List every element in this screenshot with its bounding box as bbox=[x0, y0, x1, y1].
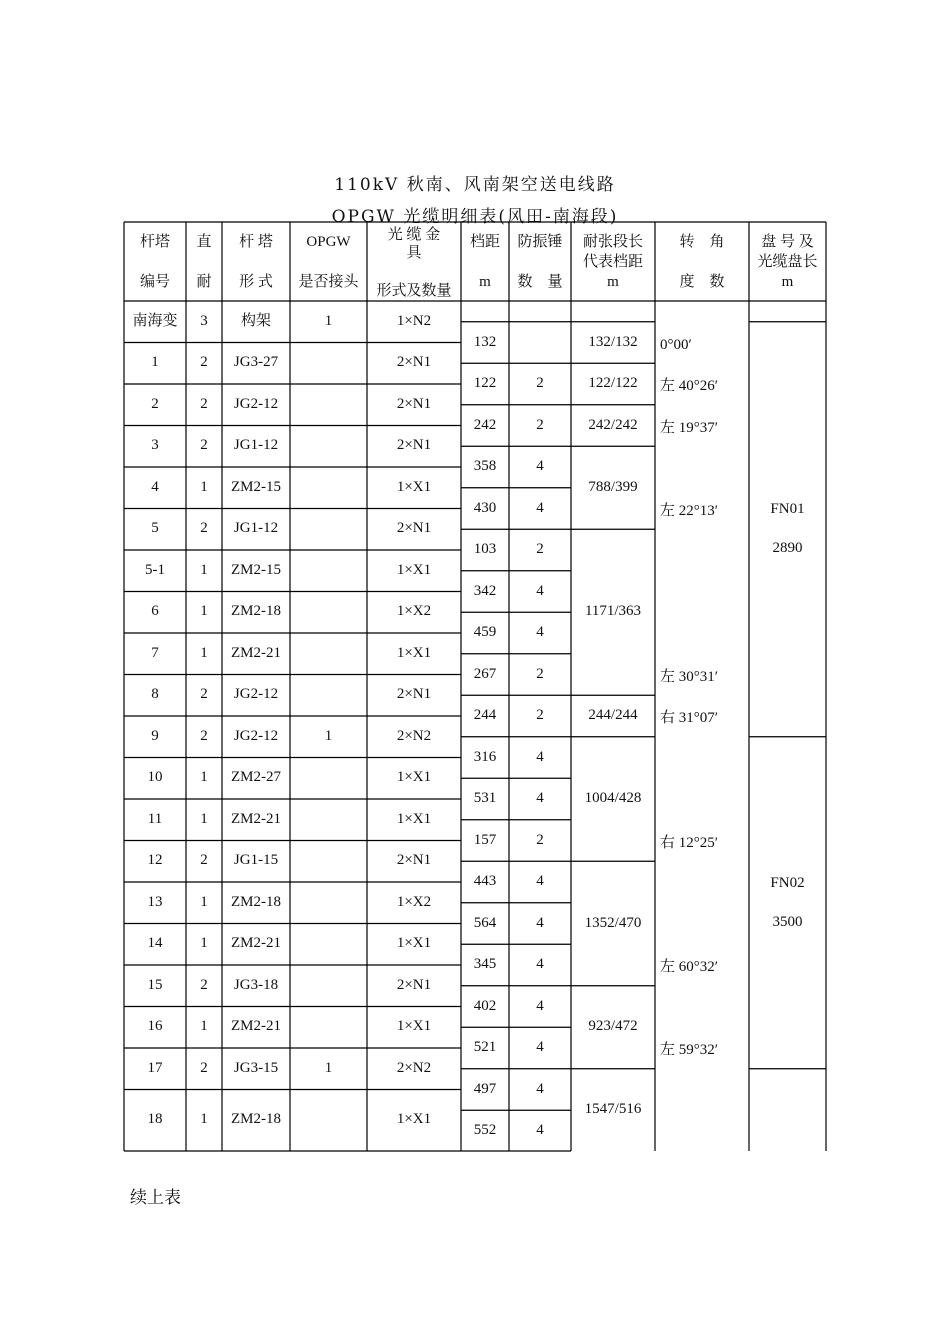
header-fittings: 具 bbox=[406, 245, 422, 261]
reel-length: 3500 bbox=[772, 913, 803, 930]
header-fittings: 形式及数量 bbox=[376, 283, 452, 299]
damper-count: 2 bbox=[536, 831, 544, 848]
cable-fittings: 1×X1 bbox=[396, 935, 432, 952]
tower-form: JG2-12 bbox=[233, 395, 279, 412]
tower-type: 2 bbox=[200, 437, 208, 454]
span-length: 103 bbox=[473, 541, 497, 557]
tower-type: 1 bbox=[200, 893, 208, 910]
tower-form: ZM2-18 bbox=[231, 603, 281, 620]
damper-count: 4 bbox=[536, 790, 544, 806]
turn-angle: 左 22°13′ bbox=[660, 502, 719, 519]
span-length: 531 bbox=[473, 790, 497, 806]
span-length: 342 bbox=[473, 582, 497, 599]
span-length: 316 bbox=[473, 748, 497, 765]
tower-type: 2 bbox=[200, 686, 208, 703]
tower-no: 南海变 bbox=[132, 312, 178, 329]
cable-fittings: 2×N1 bbox=[396, 395, 432, 412]
tower-no: 1 bbox=[151, 354, 159, 371]
cable-fittings: 1×X1 bbox=[396, 810, 432, 827]
header-tower-form: 杆 塔 bbox=[239, 234, 273, 250]
span-length: 521 bbox=[473, 1039, 497, 1055]
tower-form: ZM2-18 bbox=[231, 893, 281, 910]
tower-type: 2 bbox=[200, 395, 208, 412]
cable-fittings: 2×N1 bbox=[396, 520, 432, 537]
tension-section: 788/399 bbox=[588, 478, 638, 495]
tower-form: ZM2-15 bbox=[231, 478, 281, 495]
tower-form: JG2-12 bbox=[233, 727, 279, 744]
cable-fittings: 2×N1 bbox=[396, 437, 432, 454]
damper-count: 4 bbox=[536, 873, 544, 889]
tower-no: 5-1 bbox=[145, 561, 165, 578]
tower-form: ZM2-21 bbox=[231, 1018, 281, 1035]
damper-count: 2 bbox=[536, 707, 544, 723]
tower-type: 2 bbox=[200, 852, 208, 869]
header-angle: 度 数 bbox=[679, 274, 725, 290]
tower-no: 17 bbox=[147, 1059, 163, 1076]
span-length: 459 bbox=[473, 624, 497, 640]
span-length: 242 bbox=[473, 416, 497, 433]
tower-type: 1 bbox=[200, 1018, 208, 1035]
tower-form: ZM2-27 bbox=[231, 769, 281, 786]
span-length: 345 bbox=[473, 956, 497, 972]
damper-count: 4 bbox=[536, 624, 544, 640]
tower-form: JG3-18 bbox=[233, 976, 279, 993]
damper-count: 4 bbox=[536, 458, 544, 474]
header-opgw: OPGW bbox=[306, 234, 351, 250]
tower-type: 1 bbox=[200, 603, 208, 620]
header-type: 直 bbox=[196, 234, 212, 250]
tower-no: 3 bbox=[151, 437, 159, 454]
tower-type: 1 bbox=[200, 478, 208, 495]
cable-fittings: 1×X1 bbox=[396, 644, 432, 661]
header-tension: 代表档距 bbox=[582, 254, 644, 270]
tower-no: 14 bbox=[147, 935, 163, 952]
turn-angle: 左 40°26′ bbox=[660, 378, 719, 394]
damper-count: 4 bbox=[536, 748, 544, 765]
tower-no: 16 bbox=[147, 1018, 163, 1035]
table-title-line1: 110kV 秋南、风南架空送电线路 bbox=[334, 175, 616, 195]
tower-no: 5 bbox=[151, 520, 159, 537]
cable-fittings: 2×N1 bbox=[396, 686, 432, 703]
cable-fittings: 1×X1 bbox=[396, 561, 432, 578]
damper-count: 4 bbox=[536, 1039, 544, 1055]
tower-form: JG3-15 bbox=[233, 1059, 279, 1076]
tower-no: 8 bbox=[151, 686, 159, 703]
continued-note: 续上表 bbox=[130, 1188, 181, 1208]
tower-form: JG1-15 bbox=[233, 852, 279, 869]
header-damper: 防振锤 bbox=[517, 234, 563, 250]
damper-count: 2 bbox=[536, 416, 544, 433]
tower-type: 2 bbox=[200, 976, 208, 993]
damper-count: 4 bbox=[536, 956, 544, 972]
damper-count: 4 bbox=[536, 582, 544, 599]
reel-length: 2890 bbox=[772, 540, 803, 557]
tower-no: 6 bbox=[151, 603, 159, 620]
tower-no: 15 bbox=[147, 976, 163, 993]
tower-form: JG3-27 bbox=[233, 354, 279, 371]
header-reel: 盘 号 及 bbox=[761, 234, 814, 250]
span-length: 443 bbox=[473, 873, 497, 889]
span-length: 157 bbox=[473, 831, 497, 848]
tower-form: ZM2-18 bbox=[231, 1111, 281, 1128]
tower-type: 3 bbox=[200, 312, 208, 329]
cable-fittings: 1×X1 bbox=[396, 478, 432, 495]
tower-form: 构架 bbox=[240, 312, 272, 329]
cable-fittings: 2×N2 bbox=[396, 727, 432, 744]
tower-type: 1 bbox=[200, 810, 208, 827]
opgw-joint: 1 bbox=[324, 1059, 333, 1076]
tower-form: ZM2-15 bbox=[231, 561, 281, 578]
cable-fittings: 1×X1 bbox=[396, 1018, 432, 1035]
tower-type: 2 bbox=[200, 520, 208, 537]
damper-count: 4 bbox=[536, 997, 544, 1014]
header-tower-form: 形 式 bbox=[239, 274, 273, 290]
reel-id: FN01 bbox=[770, 501, 805, 518]
tower-form: ZM2-21 bbox=[231, 935, 281, 952]
tower-type: 1 bbox=[200, 1111, 208, 1128]
tower-type: 1 bbox=[200, 644, 208, 661]
tower-type: 1 bbox=[200, 935, 208, 952]
tension-section: 923/472 bbox=[588, 1018, 638, 1035]
header-tension: m bbox=[607, 274, 619, 290]
cable-fittings: 2×N1 bbox=[396, 354, 432, 371]
turn-angle: 左 59°32′ bbox=[660, 1042, 719, 1058]
tension-section: 122/122 bbox=[588, 375, 638, 391]
turn-angle: 左 30°31′ bbox=[660, 668, 719, 685]
tower-no: 18 bbox=[147, 1111, 163, 1128]
turn-angle: 右 12°25′ bbox=[660, 834, 719, 851]
span-length: 244 bbox=[473, 707, 497, 723]
damper-count: 4 bbox=[536, 1080, 544, 1097]
span-length: 267 bbox=[473, 665, 497, 682]
header-angle: 转 角 bbox=[679, 234, 725, 250]
span-length: 430 bbox=[473, 499, 497, 516]
tower-no: 2 bbox=[151, 395, 159, 412]
tower-no: 4 bbox=[151, 478, 159, 495]
cable-fittings: 2×N1 bbox=[396, 852, 432, 869]
damper-count: 4 bbox=[536, 914, 544, 931]
tower-form: JG1-12 bbox=[233, 437, 279, 454]
turn-angle: 左 19°37′ bbox=[660, 419, 719, 436]
header-fittings: 光 缆 金 bbox=[387, 227, 441, 243]
cable-fittings: 1×N2 bbox=[396, 312, 432, 329]
cable-fittings: 1×X1 bbox=[396, 769, 432, 786]
tower-type: 1 bbox=[200, 769, 208, 786]
tower-type: 2 bbox=[200, 727, 208, 744]
turn-angle: 0°00′ bbox=[660, 336, 692, 353]
tower-no: 12 bbox=[147, 852, 163, 869]
cable-fittings: 1×X1 bbox=[396, 1111, 432, 1128]
header-tower-no: 杆塔 bbox=[139, 234, 171, 250]
damper-count: 2 bbox=[536, 665, 544, 682]
tower-no: 13 bbox=[147, 893, 163, 910]
damper-count: 4 bbox=[536, 499, 544, 516]
reel-id: FN02 bbox=[770, 874, 805, 891]
header-damper: 数 量 bbox=[517, 274, 563, 290]
span-length: 358 bbox=[473, 458, 497, 474]
header-reel: 光缆盘长 bbox=[757, 254, 818, 270]
opgw-joint: 1 bbox=[324, 312, 333, 329]
header-type: 耐 bbox=[196, 274, 212, 290]
cable-fittings: 1×X2 bbox=[396, 603, 432, 620]
tower-form: JG2-12 bbox=[233, 686, 279, 703]
tension-section: 1547/516 bbox=[584, 1100, 642, 1117]
span-length: 564 bbox=[473, 914, 497, 931]
tower-form: JG1-12 bbox=[233, 520, 279, 537]
damper-count: 4 bbox=[536, 1121, 544, 1138]
table-title-line2: OPGW 光缆明细表(风田-南海段) bbox=[331, 207, 619, 227]
damper-count: 2 bbox=[536, 541, 544, 557]
tower-no: 9 bbox=[151, 727, 159, 744]
span-length: 497 bbox=[473, 1080, 497, 1097]
tension-section: 1004/428 bbox=[584, 790, 642, 806]
turn-angle: 右 31°07′ bbox=[660, 710, 719, 726]
header-span: m bbox=[479, 274, 491, 290]
turn-angle: 左 60°32′ bbox=[660, 959, 719, 975]
header-span: 档距 bbox=[469, 234, 501, 250]
tower-type: 2 bbox=[200, 1059, 208, 1076]
tower-type: 1 bbox=[200, 561, 208, 578]
span-length: 122 bbox=[473, 375, 497, 391]
tower-no: 11 bbox=[147, 810, 163, 827]
tension-section: 242/242 bbox=[588, 416, 638, 433]
cable-fittings: 2×N2 bbox=[396, 1059, 432, 1076]
tension-section: 1352/470 bbox=[584, 914, 642, 931]
opgw-joint: 1 bbox=[324, 727, 333, 744]
tension-section: 1171/363 bbox=[584, 603, 642, 620]
span-length: 402 bbox=[473, 997, 497, 1014]
tower-no: 7 bbox=[151, 644, 159, 661]
tension-section: 244/244 bbox=[588, 707, 638, 723]
header-opgw: 是否接头 bbox=[298, 274, 359, 290]
header-reel: m bbox=[781, 274, 794, 290]
header-tower-no: 编号 bbox=[139, 274, 171, 290]
tower-form: ZM2-21 bbox=[231, 644, 281, 661]
cable-fittings: 2×N1 bbox=[396, 976, 432, 993]
tower-no: 10 bbox=[147, 769, 163, 786]
span-length: 552 bbox=[473, 1121, 497, 1138]
tension-section: 132/132 bbox=[588, 333, 638, 350]
tower-type: 2 bbox=[200, 354, 208, 371]
span-length: 132 bbox=[473, 333, 497, 350]
header-tension: 耐张段长 bbox=[582, 234, 644, 250]
tower-form: ZM2-21 bbox=[231, 810, 281, 827]
damper-count: 2 bbox=[536, 375, 544, 391]
cable-fittings: 1×X2 bbox=[396, 893, 432, 910]
